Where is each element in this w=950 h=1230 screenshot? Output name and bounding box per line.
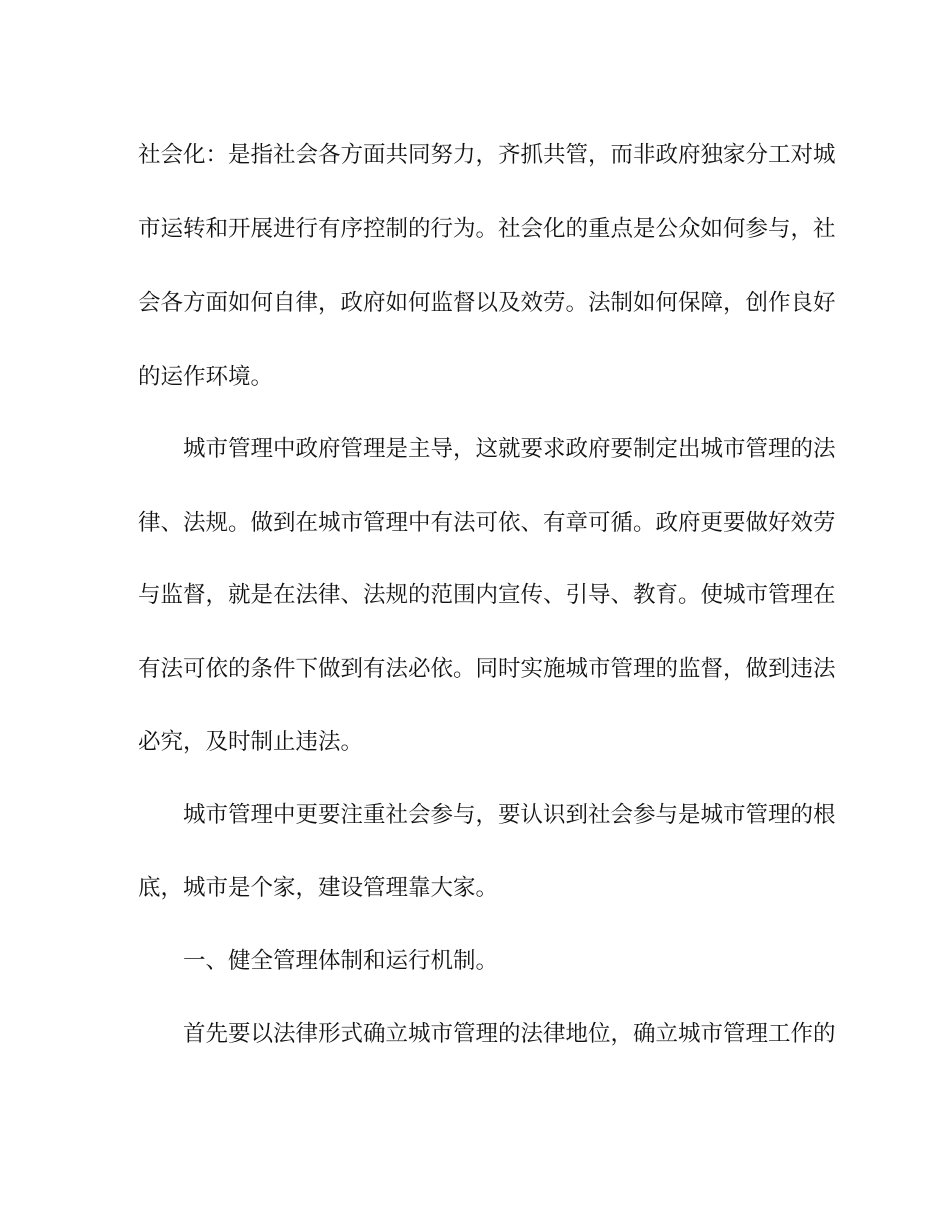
paragraph-3-line-1: 城市管理中更要注重社会参与，要认识到社会参与是城市管理的根 <box>183 802 836 828</box>
paragraph-1-line-4: 的运作环境。 <box>138 364 274 390</box>
paragraph-1-line-2: 市运转和开展进行有序控制的行为。社会化的重点是公众如何参与，社 <box>138 216 836 242</box>
paragraph-2-line-5: 必究，及时制止违法。 <box>138 729 364 755</box>
paragraph-2-line-3: 与监督，就是在法律、法规的范围内宣传、引导、教育。使城市管理在 <box>138 582 836 608</box>
paragraph-2-line-1: 城市管理中政府管理是主导，这就要求政府要制定出城市管理的法 <box>183 436 836 462</box>
paragraph-2-line-2: 律、法规。做到在城市管理中有法可依、有章可循。政府更要做好效劳 <box>138 510 836 536</box>
paragraph-4-line-1: 首先要以法律形式确立城市管理的法律地位，确立城市管理工作的 <box>183 1021 836 1047</box>
paragraph-2-line-4: 有法可依的条件下做到有法必依。同时实施城市管理的监督，做到违法 <box>138 656 836 682</box>
paragraph-1-line-3: 会各方面如何自律，政府如何监督以及效劳。法制如何保障，创作良好 <box>138 290 836 316</box>
paragraph-3-line-2: 底，城市是个家，建设管理靠大家。 <box>138 875 499 901</box>
paragraph-1-line-1: 社会化：是指社会各方面共同努力，齐抓共管，而非政府独家分工对城 <box>138 142 836 168</box>
section-heading: 一、健全管理体制和运行机制。 <box>183 948 499 974</box>
